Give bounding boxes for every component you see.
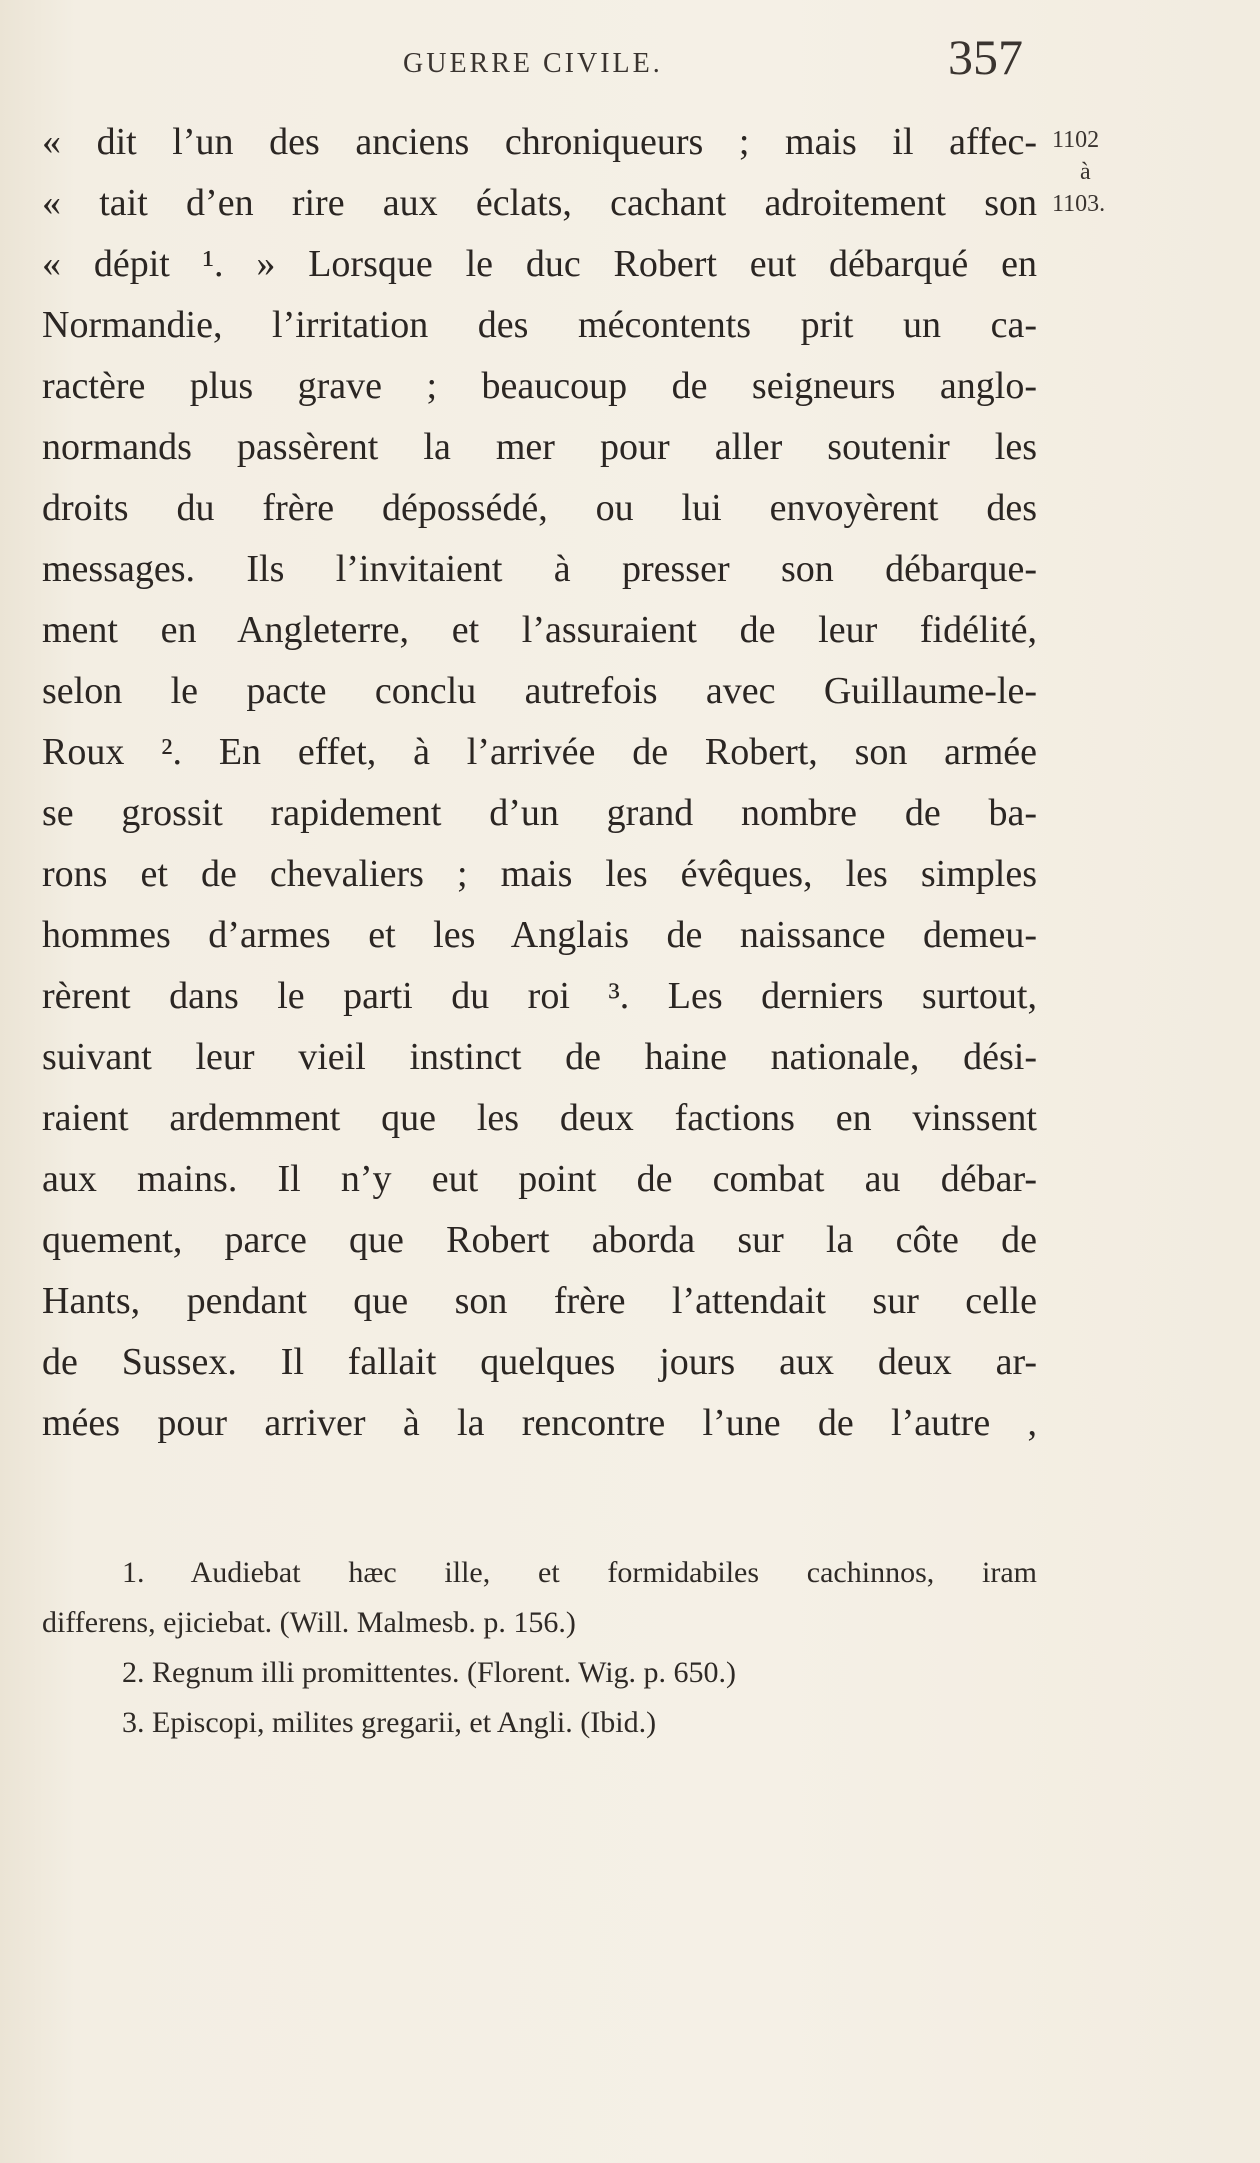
text-line: rèrent dans le parti du roi ³. Les derniers surtout, [42, 975, 1037, 1017]
text-line: « tait d’en rire aux éclats, cachant adroitement son [42, 182, 1037, 224]
footnote-1: 1. Audiebat hæc ille, et formidabiles cachinnos, iram [122, 1556, 1037, 1589]
text-line: se grossit rapidement d’un grand nombre de ba- [42, 792, 1037, 834]
text-line: Roux ². En effet, à l’arrivée de Robert, son armée [42, 731, 1037, 773]
footnotes [42, 1548, 1037, 1748]
text-line: suivant leur vieil instinct de haine nationale, dési- [42, 1036, 1037, 1078]
text-line: messages. Ils l’invitaient à presser son débarque- [42, 548, 1037, 590]
text-line: de Sussex. Il fallait quelques jours aux deux ar- [42, 1341, 1037, 1383]
text-line: normands passèrent la mer pour aller soutenir les [42, 426, 1037, 468]
text-line: Normandie, l’irritation des mécontents prit un ca- [42, 304, 1037, 346]
text-line: raient ardemment que les deux factions en vinssent [42, 1097, 1037, 1139]
text-line: ment en Angleterre, et l’assuraient de leur fidélité, [42, 609, 1037, 651]
margin-note-from: 1102 [1052, 127, 1100, 153]
text-line: rons et de chevaliers ; mais les évêques, les simples [42, 853, 1037, 895]
text-line: « dit l’un des anciens chroniqueurs ; mais il affec- [42, 121, 1037, 163]
footnote-1-cont: differens, ejiciebat. (Will. Malmesb. p. 156.) [42, 1606, 576, 1639]
text-line: droits du frère dépossédé, ou lui envoyèrent des [42, 487, 1037, 529]
running-head: GUERRE CIVILE. [403, 48, 663, 79]
text-line: Hants, pendant que son frère l’attendait sur celle [42, 1280, 1037, 1322]
margin-date-note [1052, 124, 1182, 220]
main-text [42, 112, 1037, 1454]
text-line: selon le pacte conclu autrefois avec Guillaume-le- [42, 670, 1037, 712]
text-line: aux mains. Il n’y eut point de combat au débar- [42, 1158, 1037, 1200]
margin-note-to: 1103. [1052, 191, 1106, 217]
margin-note-sep: à [1080, 159, 1091, 185]
text-line: hommes d’armes et les Anglais de naissance demeu- [42, 914, 1037, 956]
footnote-2: 2. Regnum illi promittentes. (Florent. Wig. p. 650.) [122, 1656, 737, 1689]
text-line: ractère plus grave ; beaucoup de seigneurs anglo- [42, 365, 1037, 407]
page-number: 357 [948, 29, 1023, 85]
footnote-3: 3. Episcopi, milites gregarii, et Angli. (Ibid.) [122, 1706, 657, 1739]
text-line: quement, parce que Robert aborda sur la côte de [42, 1219, 1037, 1261]
text-line: mées pour arriver à la rencontre l’une de l’autre , [42, 1402, 1037, 1444]
text-line: « dépit ¹. » Lorsque le duc Robert eut débarqué en [42, 243, 1037, 285]
